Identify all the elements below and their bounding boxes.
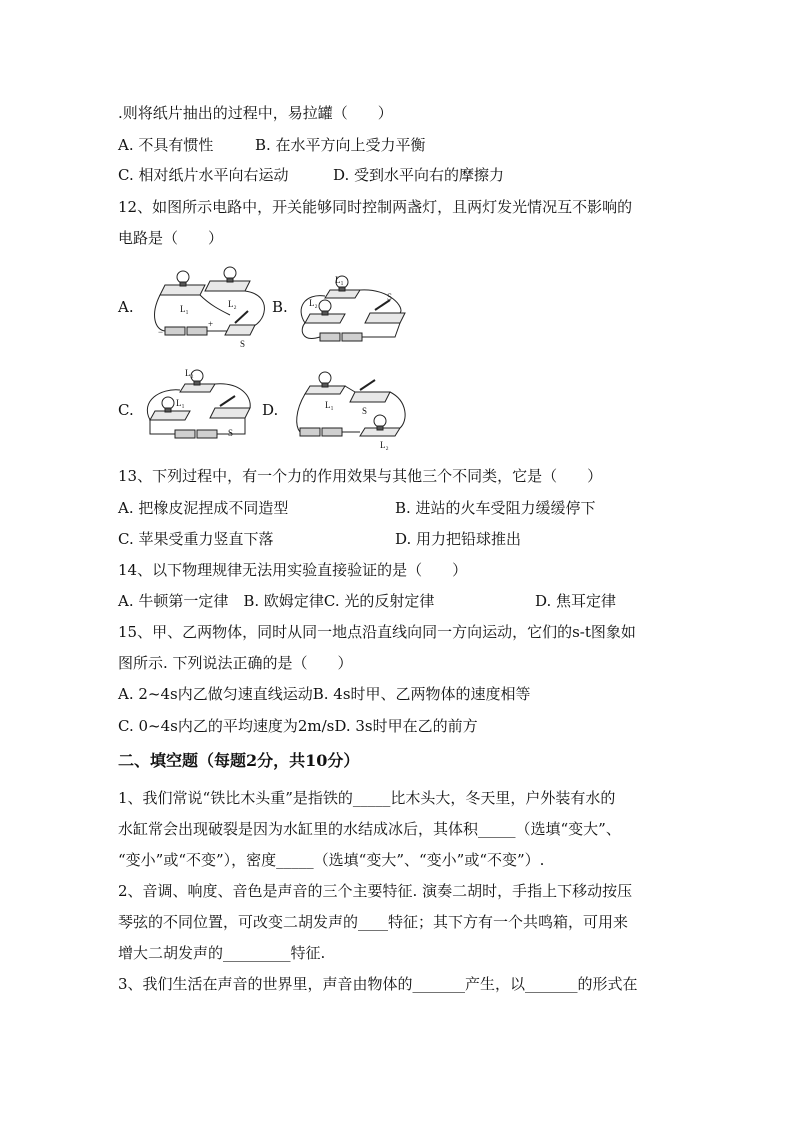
q13-option-d: D. 用力把铅球推出 — [395, 530, 522, 548]
fill-q1-line2: 水缸常会出现破裂是因为水缸里的水结成冰后，其体积_____（选填“变大”、 — [118, 820, 621, 838]
q15-stem-line2: 图所示. 下列说法正确的是（ ） — [118, 654, 353, 672]
q14-option-d: D. 焦耳定律 — [535, 592, 617, 610]
q12-stem-line2: 电路是（ ） — [118, 229, 224, 247]
q15-stem-line1: 15、甲、乙两物体，同时从同一地点沿直线向同一方向运动，它们的s-t图象如 — [118, 623, 636, 641]
fill-q2-line1: 2、音调、响度、音色是声音的三个主要特征. 演奏二胡时，手指上下移动按压 — [118, 882, 633, 900]
fill-q1-line1: 1、我们常说“铁比木头重”是指铁的_____比木头大，冬天里，户外装有水的 — [118, 789, 616, 807]
l2-label: L₂ — [228, 299, 237, 309]
l1-label: L₁ — [180, 304, 189, 314]
l1-label-c: L₁ — [176, 398, 185, 408]
q13-option-b: B. 进站的火车受阻力缓缓停下 — [395, 499, 596, 517]
q13-option-c: C. 苹果受重力竖直下落 — [118, 530, 274, 548]
q13-stem: 13、下列过程中，有一个力的作用效果与其他三个不同类，它是（ ） — [118, 467, 603, 485]
q14-options-abc: A. 牛顿第一定律 B. 欧姆定律C. 光的反射定律 — [118, 592, 435, 610]
circuit-diagram-b — [295, 268, 410, 353]
l1-label-b: L₁ — [335, 275, 344, 285]
q11-option-a: A. 不具有惯性 — [118, 136, 214, 154]
fill-q1-line3: “变小”或“不变”），密度_____（选填“变大”、“变小”或“不变”）. — [118, 851, 545, 869]
q11-option-d: D. 受到水平向右的摩擦力 — [333, 166, 505, 184]
circuit-diagram-c — [140, 366, 260, 451]
fill-q3-line1: 3、我们生活在声音的世界里，声音由物体的_______产生，以_______的形式在 — [118, 975, 638, 993]
minus-label: − — [158, 327, 164, 337]
q11-option-c: C. 相对纸片水平向右运动 — [118, 166, 289, 184]
section-2-title: 二、填空题（每题2分，共10分） — [118, 751, 360, 770]
q12-option-d-label: D. — [262, 401, 279, 419]
fill-q2-line3: 增大二胡发声的_________特征. — [118, 944, 326, 962]
circuit-diagram-d — [290, 366, 410, 451]
q11-tail: .则将纸片抽出的过程中，易拉罐（ ） — [118, 104, 393, 122]
l2-label-c: L₂ — [185, 368, 194, 378]
switch-label: S — [240, 339, 246, 349]
l1-label-d: L₁ — [325, 400, 334, 410]
q15-options-cd: C. 0~4s内乙的平均速度为2m/sD. 3s时甲在乙的前方 — [118, 717, 478, 735]
q12-option-b-label: B. — [272, 298, 288, 316]
q15-options-ab: A. 2~4s内乙做匀速直线运动B. 4s时甲、乙两物体的速度相等 — [118, 685, 531, 703]
q12-stem-line1: 12、如图所示电路中，开关能够同时控制两盏灯，且两灯发光情况互不影响的 — [118, 198, 633, 216]
switch-label-c: S — [228, 428, 234, 438]
q12-option-a-label: A. — [118, 298, 134, 316]
q13-option-a: A. 把橡皮泥捏成不同造型 — [118, 499, 289, 517]
fill-q2-line2: 琴弦的不同位置，可改变二胡发声的____特征；其下方有一个共鸣箱，可用来 — [118, 913, 629, 931]
q12-option-c-label: C. — [118, 401, 134, 419]
l2-label-b: L₂ — [309, 298, 318, 308]
l2-label-d: L₂ — [380, 440, 389, 450]
q14-stem: 14、以下物理规律无法用实验直接验证的是（ ） — [118, 561, 468, 579]
circuit-diagram-a — [150, 265, 275, 355]
q11-option-b: B. 在水平方向上受力平衡 — [255, 136, 426, 154]
plus-label: + — [208, 319, 214, 329]
switch-label-b: S — [387, 292, 393, 302]
switch-label-d: S — [362, 406, 368, 416]
